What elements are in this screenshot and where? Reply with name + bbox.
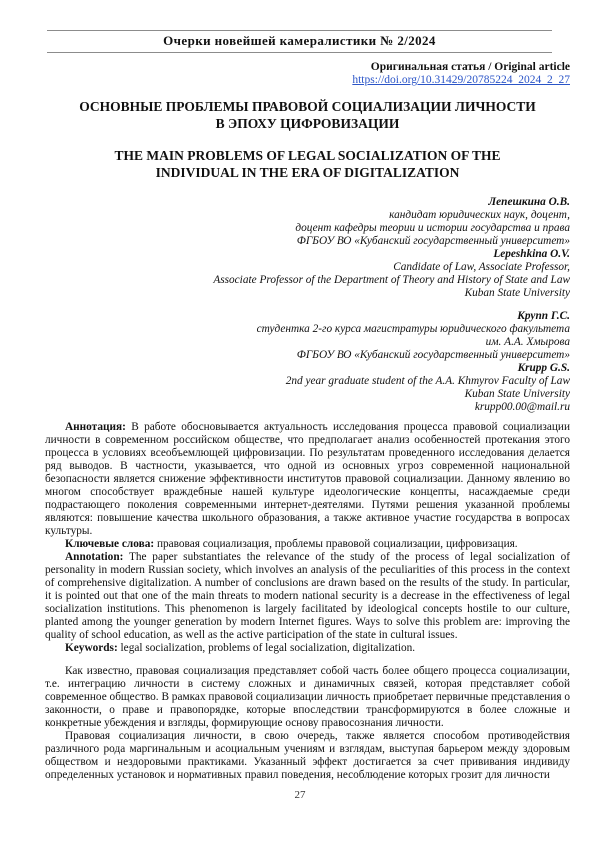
author-affiliation-line: кандидат юридических наук, доцент, <box>389 209 570 221</box>
author-name-ru: Лепешкина О.В. <box>488 196 570 208</box>
authors-section <box>45 196 570 414</box>
author-affiliation-line: Candidate of Law, Associate Professor, <box>393 261 570 273</box>
keywords-text-ru: правовая социализация, проблемы правовой социализации, цифровизация. <box>156 538 518 550</box>
article-title-ru: ОСНОВНЫЕ ПРОБЛЕМЫ ПРАВОВОЙ СОЦИАЛИЗАЦИИ ЛИЧНОСТИ В ЭПОХУ ЦИФРОВИЗАЦИИ <box>79 99 536 131</box>
abstract-label-en: Annotation: <box>65 551 124 563</box>
author-affiliation-line: Kuban State University <box>464 388 570 400</box>
body-paragraph: Правовая социализация личности, в свою очередь, также является способом противодействия различного рода маргинальным и асоциальным учениям и взглядам, выступая барьером между здоровым обществом и нездоровыми практиками. Указанный эффект достигается за счет прививания индивиду определенных установок и нормативных правил поведения, несоблюдение которых грозит для личности <box>45 730 570 781</box>
author-block-krupp <box>45 310 570 414</box>
body-paragraph: Как известно, правовая социализация представляет собой часть более общего процесса социализации, т.е. интеграцию личности в систему сложных и динамичных связей, которая представляет собой современное общество. В рамках правовой социализации личность приобретает первичные представления о законности, о праве и правопорядке, которые впоследствии трансформируются в более сложные и конкретные убеждения и взгляды, формирующие основу правосознания личности. <box>45 665 570 729</box>
journal-title: Очерки новейшей камералистики № 2/2024 <box>163 33 436 48</box>
abstract-section <box>45 421 570 655</box>
author-affiliation-line: ФГБОУ ВО «Кубанский государственный университет» <box>296 349 570 361</box>
article-type-label: Оригинальная статья / Original article <box>370 61 570 73</box>
article-meta <box>45 61 570 87</box>
author-name-ru: Крупп Г.С. <box>517 310 570 322</box>
author-affiliation-line: Associate Professor of the Department of Theory and History of State and Law <box>213 274 570 286</box>
keywords-label-en: Keywords: <box>65 642 118 654</box>
page-number: 27 <box>294 789 306 801</box>
abstract-text-ru: В работе обосновывается актуальность исследования процесса правовой социализации личности в современном российском обществе, что предполагает анализ особенностей протекания этого процесса в условиях всеобъемлющей цифровизации. По результатам проведенного исследования делается ряд выводов. В частности, указывается, что одной из основных угроз современной национальной безопасности является снижение эффективности институтов правовой социализации. Данному явлению во многом способствует враждебные нашей культуре идеологические концепты, насаждаемые среди подрастающего поколения современными интернет-деятелями. Путями решения указанной проблемы являются: повышение качества школьного образования, а также активное участие государства в вопросах культуры. <box>45 421 571 537</box>
abstract-ru <box>45 421 570 538</box>
author-email: krupp00.00@mail.ru <box>474 401 570 413</box>
author-affiliation-line: Kuban State University <box>464 287 570 299</box>
author-name-en: Krupp G.S. <box>517 362 570 374</box>
article-body <box>45 665 570 782</box>
keywords-ru <box>45 538 570 551</box>
author-affiliation-line: ФГБОУ ВО «Кубанский государственный университет» <box>296 235 570 247</box>
author-block-lepeshkina <box>45 196 570 300</box>
keywords-en <box>45 642 570 655</box>
author-affiliation-line: 2nd year graduate student of the A.A. Khmyrov Faculty of Law <box>285 375 570 387</box>
article-title-en: THE MAIN PROBLEMS OF LEGAL SOCIALIZATION OF THE INDIVIDUAL IN THE ERA OF DIGITALIZATION <box>114 148 501 180</box>
author-name-en: Lepeshkina O.V. <box>493 248 570 260</box>
doi-link[interactable]: https://doi.org/10.31429/20785224_2024_2_27 <box>352 74 570 86</box>
author-affiliation-line: им. А.А. Хмырова <box>485 336 570 348</box>
journal-header <box>47 30 552 53</box>
abstract-text-en: The paper substantiates the relevance of the study of the process of legal socialization of personality in modern Russian society, which involves an analysis of the peculiarities of this process in the context of comprehensive digitalization. A number of conclusions are drawn based on the results of the study. In particular, it is pointed out that one of the main threats to modern national security is a decrease in the effectiveness of legal socialization institutions. This phenomenon is largely facilitated by ideological concepts hostile to our culture, planted among the younger generation by modern Internet figures. Ways to solve this problem are: improving the quality of school education, as well as the active participation of the state in cultural issues. <box>45 551 570 641</box>
abstract-label-ru: Аннотация: <box>65 421 126 433</box>
author-affiliation-line: доцент кафедры теории и истории государства и права <box>295 222 570 234</box>
author-affiliation-line: студентка 2-го курса магистратуры юридического факультета <box>256 323 570 335</box>
keywords-label-ru: Ключевые слова: <box>65 538 155 550</box>
keywords-text-en: legal socialization, problems of legal socialization, digitalization. <box>120 642 416 654</box>
abstract-en <box>45 551 570 642</box>
